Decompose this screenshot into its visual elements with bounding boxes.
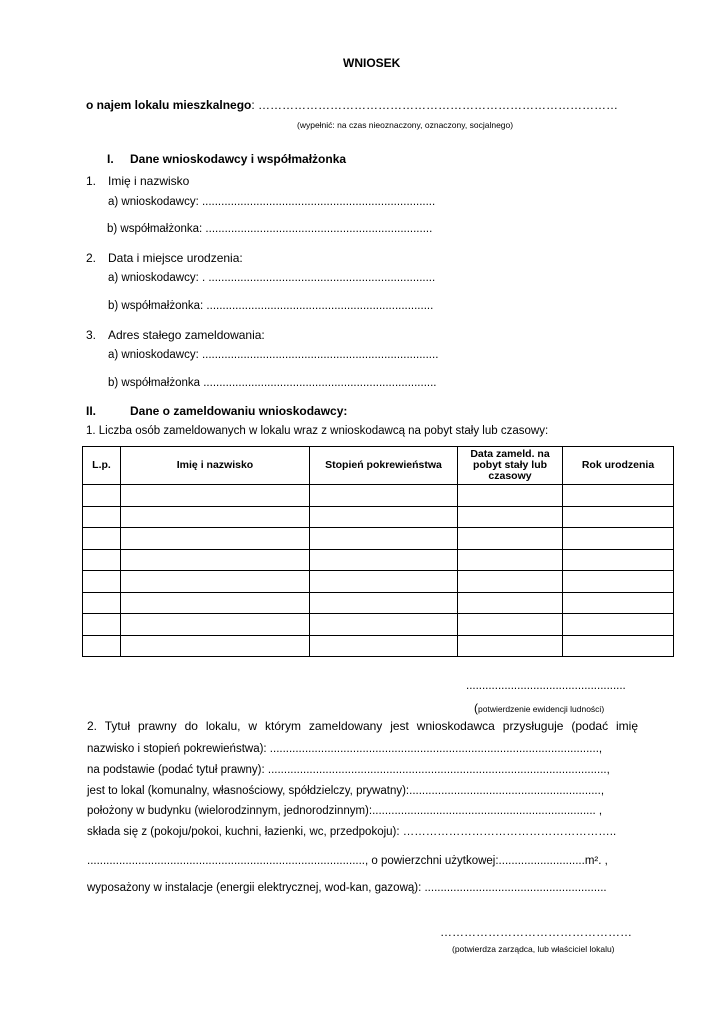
legal-basis-field: na podstawie (podać tytuł prawny): .........................................................................................................., xyxy=(87,764,610,776)
table-row xyxy=(83,485,674,507)
table-cell[interactable] xyxy=(563,506,674,528)
section2-num: II. xyxy=(86,404,97,418)
col-header-birth-year: Rok urodzenia xyxy=(563,447,674,485)
table-cell[interactable] xyxy=(563,592,674,614)
q2-applicant-field: a) wnioskodawcy: . ....................................................................... xyxy=(108,272,436,284)
table-cell[interactable] xyxy=(310,506,458,528)
table-row xyxy=(83,571,674,593)
subject-label: o najem lokalu mieszkalnego xyxy=(86,98,252,112)
section1-title: Dane wnioskodawcy i współmałżonka xyxy=(130,152,347,166)
table-cell[interactable] xyxy=(310,549,458,571)
floor-area-field: ......................................................................................., o powierzchni użytkowej:...........................m². , xyxy=(87,855,608,867)
table-cell[interactable] xyxy=(563,571,674,593)
building-type-field: położony w budynku (wielorodzinnym, jednorodzinnym):...................................................................... , xyxy=(87,805,603,817)
manager-signature-caption: (potwierdza zarządca, lub właściciel lokalu) xyxy=(452,944,615,954)
table-cell[interactable] xyxy=(458,571,563,593)
table-cell[interactable] xyxy=(563,635,674,657)
table-cell[interactable] xyxy=(121,635,310,657)
table-cell[interactable] xyxy=(83,506,121,528)
table-cell[interactable] xyxy=(83,528,121,550)
table-cell[interactable] xyxy=(458,614,563,636)
table-cell[interactable] xyxy=(458,592,563,614)
q2-num: 2. xyxy=(86,251,97,265)
table-cell[interactable] xyxy=(121,549,310,571)
manager-signature-line: ………………………………………… xyxy=(440,925,632,939)
table-cell[interactable] xyxy=(121,614,310,636)
residents-table xyxy=(82,446,674,657)
section1-num: I. xyxy=(107,152,114,166)
table-cell[interactable] xyxy=(563,485,674,507)
q1-spouse-field: b) współmałżonka: ....................................................................... xyxy=(107,223,433,235)
table-cell[interactable] xyxy=(310,635,458,657)
col-header-name: Imię i nazwisko xyxy=(121,447,310,485)
caption-open-paren: ( xyxy=(474,701,478,715)
table-row xyxy=(83,506,674,528)
title-question: 2. Tytuł prawny do lokalu, w którym zameldowany jest wnioskodawca przysługuje (podać imię xyxy=(87,719,638,733)
population-signature-line: .................................................. xyxy=(466,680,626,692)
q1-label: Imię i nazwisko xyxy=(108,174,190,188)
table-row xyxy=(83,614,674,636)
table-cell[interactable] xyxy=(310,528,458,550)
q3-label: Adres stałego zameldowania: xyxy=(108,328,265,342)
table-cell[interactable] xyxy=(121,485,310,507)
subject-line xyxy=(86,98,618,112)
q1-num: 1. xyxy=(86,174,97,188)
table-cell[interactable] xyxy=(310,571,458,593)
table-cell[interactable] xyxy=(83,592,121,614)
table-cell[interactable] xyxy=(458,549,563,571)
q2-spouse-field: b) współmałżonka: ....................................................................... xyxy=(108,300,434,312)
utilities-field: wyposażony w instalacje (energii elektrycznej, wod-kan, gazową): ......................................................... xyxy=(87,882,607,894)
col-header-lp: L.p. xyxy=(83,447,121,485)
table-row xyxy=(83,592,674,614)
table-cell[interactable] xyxy=(458,528,563,550)
table-row xyxy=(83,635,674,657)
table-cell[interactable] xyxy=(458,485,563,507)
q2-label: Data i miejsce urodzenia: xyxy=(108,251,243,265)
table-cell[interactable] xyxy=(83,571,121,593)
col-header-relation: Stopień pokrewieństwa xyxy=(310,447,458,485)
table-cell[interactable] xyxy=(458,635,563,657)
table-row xyxy=(83,528,674,550)
table-cell[interactable] xyxy=(121,506,310,528)
table-cell[interactable] xyxy=(310,485,458,507)
unit-type-field: jest to lokal (komunalny, własnościowy, spółdzielczy, prywatny):............................................................, xyxy=(87,785,605,797)
title-holder-field: nazwisko i stopień pokrewieństwa): ......................................................................................................., xyxy=(87,743,603,755)
table-cell[interactable] xyxy=(121,571,310,593)
table-cell[interactable] xyxy=(83,549,121,571)
table-cell[interactable] xyxy=(83,485,121,507)
col-header-registration-date: Data zameld. na pobyt stały lub czasowy xyxy=(458,447,563,485)
subject-fill: : ……………………………………………………………………………… xyxy=(251,98,619,112)
q3-applicant-field: a) wnioskodawcy: .......................................................................... xyxy=(108,349,439,361)
table-cell[interactable] xyxy=(563,528,674,550)
rooms-field: składa się z (pokoju/pokoi, kuchni, łazienki, wc, przedpokoju): ……………………………………………….. xyxy=(87,826,617,838)
table-cell[interactable] xyxy=(563,614,674,636)
q3-spouse-field: b) współmałżonka ......................................................................... xyxy=(108,377,437,389)
residents-question: 1. Liczba osób zameldowanych w lokalu wraz z wnioskodawcą na pobyt stały lub czasowy: xyxy=(86,425,549,437)
section2-title: Dane o zameldowaniu wnioskodawcy: xyxy=(130,404,348,418)
table-cell[interactable] xyxy=(458,506,563,528)
q3-num: 3. xyxy=(86,328,97,342)
table-cell[interactable] xyxy=(563,549,674,571)
caption-text: potwierdzenie ewidencji ludności) xyxy=(478,704,605,714)
table-cell[interactable] xyxy=(83,614,121,636)
table-cell[interactable] xyxy=(121,592,310,614)
table-cell[interactable] xyxy=(310,592,458,614)
q1-applicant-field: a) wnioskodawcy: ......................................................................... xyxy=(108,196,436,208)
document-title: WNIOSEK xyxy=(343,56,401,70)
population-signature-caption xyxy=(474,699,604,717)
table-header-row xyxy=(83,447,674,485)
subject-hint: (wypełnić: na czas nieoznaczony, oznaczony, socjalnego) xyxy=(297,120,514,130)
table-row xyxy=(83,549,674,571)
table-cell[interactable] xyxy=(310,614,458,636)
table-cell[interactable] xyxy=(121,528,310,550)
table-cell[interactable] xyxy=(83,635,121,657)
